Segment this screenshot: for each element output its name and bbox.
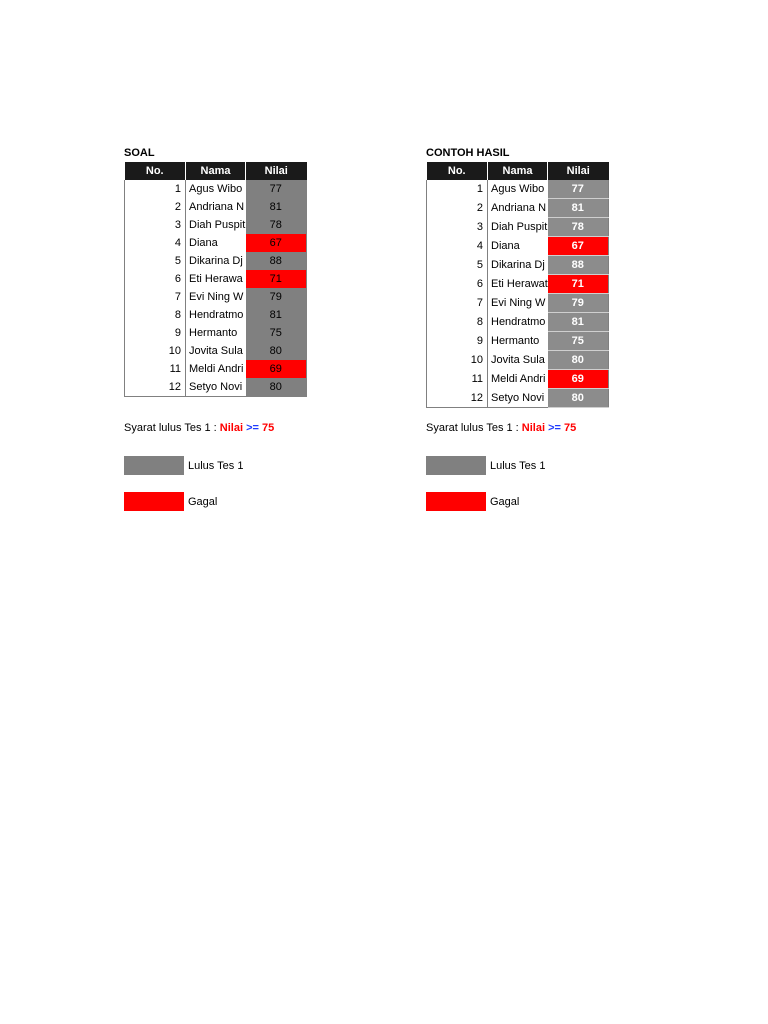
row-nama: Hermanto — [186, 324, 246, 342]
table-row — [125, 252, 307, 270]
row-no: 1 — [427, 180, 488, 199]
legend-pass-swatch — [124, 456, 184, 475]
table-row — [427, 199, 609, 218]
table-row — [427, 218, 609, 237]
row-no: 5 — [125, 252, 186, 270]
syarat-prefix: Syarat lulus Tes 1 : — [426, 422, 522, 434]
row-nilai: 80 — [548, 351, 609, 370]
row-no: 11 — [427, 370, 488, 389]
row-no: 7 — [125, 288, 186, 306]
row-nama: Evi Ning W — [488, 294, 548, 313]
table-row — [125, 306, 307, 324]
contoh-hasil-title: CONTOH HASIL — [426, 147, 510, 159]
row-nilai: 78 — [548, 218, 609, 237]
row-nama: Evi Ning W — [186, 288, 246, 306]
row-nama: Hendratmo — [488, 313, 548, 332]
row-nilai: 69 — [246, 360, 307, 378]
row-nama: Jovita Sula — [186, 342, 246, 360]
row-nilai: 71 — [548, 275, 609, 294]
row-no: 5 — [427, 256, 488, 275]
row-no: 4 — [427, 237, 488, 256]
row-nilai: 81 — [548, 199, 609, 218]
row-nilai: 79 — [548, 294, 609, 313]
row-nilai: 69 — [548, 370, 609, 389]
syarat-operator: >= — [246, 422, 259, 434]
row-no: 11 — [125, 360, 186, 378]
header-nama: Nama — [186, 162, 246, 180]
row-nama: Eti Herawat — [488, 275, 548, 294]
soal-table-body — [125, 180, 307, 397]
row-nilai: 67 — [246, 234, 307, 252]
row-no: 10 — [427, 351, 488, 370]
row-nilai: 67 — [548, 237, 609, 256]
row-nama: Hendratmo — [186, 306, 246, 324]
soal-table — [124, 162, 307, 397]
table-row — [125, 216, 307, 234]
row-no: 12 — [427, 389, 488, 408]
table-row — [125, 270, 307, 288]
contoh-hasil-table — [426, 162, 609, 408]
syarat-operator: >= — [548, 422, 561, 434]
table-row — [427, 237, 609, 256]
row-nama: Eti Herawa — [186, 270, 246, 288]
row-no: 1 — [125, 180, 186, 198]
row-no: 6 — [125, 270, 186, 288]
row-nilai: 88 — [246, 252, 307, 270]
legend-pass-swatch — [426, 456, 486, 475]
table-row — [125, 360, 307, 378]
row-no: 8 — [125, 306, 186, 324]
table-row — [125, 198, 307, 216]
contoh-hasil-table-body — [427, 180, 609, 408]
row-nama: Agus Wibo — [186, 180, 246, 198]
table-row — [427, 180, 609, 199]
row-nilai: 75 — [548, 332, 609, 351]
row-nilai: 77 — [246, 180, 307, 198]
row-no: 9 — [125, 324, 186, 342]
table-row — [427, 332, 609, 351]
row-no: 12 — [125, 378, 186, 397]
legend-pass-label: Lulus Tes 1 — [490, 459, 546, 472]
table-row — [125, 342, 307, 360]
table-row — [125, 234, 307, 252]
row-nilai: 88 — [548, 256, 609, 275]
row-nilai: 80 — [548, 389, 609, 408]
header-no: No. — [125, 162, 186, 180]
syarat-prefix: Syarat lulus Tes 1 : — [124, 422, 220, 434]
row-nilai: 81 — [246, 198, 307, 216]
row-no: 8 — [427, 313, 488, 332]
legend-pass — [426, 456, 545, 475]
row-nilai: 79 — [246, 288, 307, 306]
row-nilai: 81 — [548, 313, 609, 332]
syarat-field: Nilai — [219, 422, 244, 434]
table-row — [427, 370, 609, 389]
table-row — [125, 378, 307, 397]
row-nama: Dikarina Dj — [488, 256, 548, 275]
row-nama: Meldi Andri — [186, 360, 246, 378]
syarat-value: 75 — [564, 422, 577, 434]
row-nama: Hermanto — [488, 332, 548, 351]
row-nama: Diana — [488, 237, 548, 256]
row-no: 4 — [125, 234, 186, 252]
legend-pass — [124, 456, 243, 475]
table-row — [427, 351, 609, 370]
row-no: 2 — [125, 198, 186, 216]
row-nama: Diah Puspit — [186, 216, 246, 234]
row-nama: Diah Puspit — [488, 218, 548, 237]
legend-fail-swatch — [426, 492, 486, 511]
syarat-lulus — [124, 422, 274, 434]
row-nilai: 80 — [246, 342, 307, 360]
soal-title: SOAL — [124, 147, 155, 159]
row-no: 3 — [125, 216, 186, 234]
table-row — [427, 256, 609, 275]
syarat-lulus — [426, 422, 576, 434]
row-nilai: 78 — [246, 216, 307, 234]
table-row — [125, 180, 307, 198]
row-nama: Andriana N — [488, 199, 548, 218]
table-header-row — [427, 162, 609, 180]
table-row — [427, 294, 609, 313]
row-nama: Jovita Sula — [488, 351, 548, 370]
table-row — [125, 324, 307, 342]
syarat-value: 75 — [262, 422, 275, 434]
row-nama: Setyo Novi — [488, 389, 548, 408]
soal-section — [124, 146, 364, 508]
row-nilai: 75 — [246, 324, 307, 342]
table-header-row — [125, 162, 307, 180]
legend-fail-label: Gagal — [188, 495, 218, 508]
legend-pass-label: Lulus Tes 1 — [188, 459, 244, 472]
legend-fail — [124, 492, 217, 511]
legend-fail-label: Gagal — [490, 495, 520, 508]
row-no: 3 — [427, 218, 488, 237]
row-nilai: 77 — [548, 180, 609, 199]
contoh-hasil-section — [426, 146, 666, 508]
row-nama: Andriana N — [186, 198, 246, 216]
row-nama: Setyo Novi — [186, 378, 246, 397]
row-no: 7 — [427, 294, 488, 313]
table-row — [125, 288, 307, 306]
table-row — [427, 389, 609, 408]
row-nama: Diana — [186, 234, 246, 252]
row-nama: Agus Wibo — [488, 180, 548, 199]
row-nama: Dikarina Dj — [186, 252, 246, 270]
table-row — [427, 275, 609, 294]
row-no: 10 — [125, 342, 186, 360]
row-nilai: 71 — [246, 270, 307, 288]
row-no: 9 — [427, 332, 488, 351]
table-row — [427, 313, 609, 332]
syarat-field: Nilai — [521, 422, 546, 434]
row-nilai: 81 — [246, 306, 307, 324]
row-no: 6 — [427, 275, 488, 294]
row-nama: Meldi Andri — [488, 370, 548, 389]
header-nilai: Nilai — [246, 162, 307, 180]
row-nilai: 80 — [246, 378, 307, 397]
legend-fail — [426, 492, 519, 511]
row-no: 2 — [427, 199, 488, 218]
header-nilai: Nilai — [548, 162, 609, 180]
header-no: No. — [427, 162, 488, 180]
header-nama: Nama — [488, 162, 548, 180]
legend-fail-swatch — [124, 492, 184, 511]
